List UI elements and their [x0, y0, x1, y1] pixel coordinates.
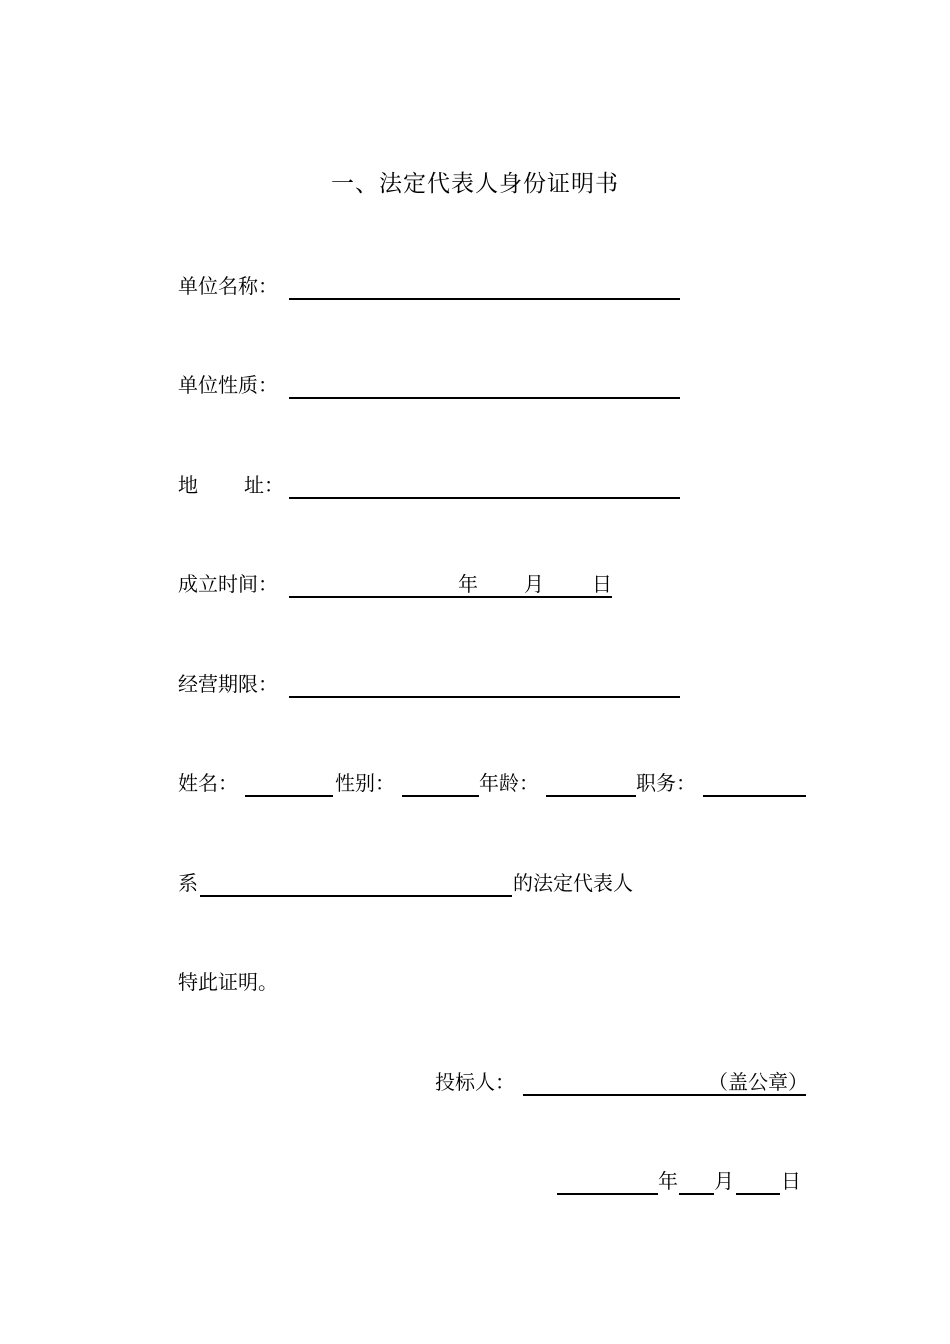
- relation-suffix: 的法定代表人: [513, 871, 633, 895]
- date-year-field[interactable]: [557, 1193, 658, 1195]
- certify-text: 特此证明。: [178, 970, 278, 994]
- address-row: [178, 470, 698, 500]
- position-label: 职务：: [636, 771, 696, 795]
- address-label-char1: 地: [178, 473, 198, 497]
- unit-name-label: 单位名称：: [178, 274, 278, 298]
- unit-nature-field[interactable]: [289, 397, 680, 399]
- date-year-label: 年: [658, 1169, 678, 1193]
- established-month-label: 月: [524, 572, 544, 596]
- name-label: 姓名：: [178, 771, 238, 795]
- person-row: [178, 768, 818, 798]
- established-year-label: 年: [458, 572, 478, 596]
- established-row: [178, 569, 698, 599]
- established-day-label: 日: [592, 572, 612, 596]
- established-label: 成立时间：: [178, 572, 278, 596]
- bidder-label: 投标人：: [435, 1070, 515, 1094]
- address-field[interactable]: [289, 497, 680, 499]
- address-label-char2: 址：: [244, 473, 284, 497]
- unit-nature-row: [178, 370, 698, 400]
- gender-label: 性别：: [335, 771, 395, 795]
- date-day-field[interactable]: [736, 1193, 780, 1195]
- page-title: 一、法定代表人身份证明书: [331, 171, 619, 197]
- age-label: 年龄：: [479, 771, 539, 795]
- date-day-label: 日: [781, 1169, 801, 1193]
- unit-name-row: [178, 271, 698, 301]
- certify-row: [178, 967, 478, 997]
- relation-row: [178, 868, 698, 898]
- gender-field[interactable]: [402, 795, 479, 797]
- position-field[interactable]: [703, 795, 806, 797]
- seal-note: （盖公章）: [708, 1070, 808, 1094]
- age-field[interactable]: [546, 795, 636, 797]
- unit-nature-label: 单位性质：: [178, 373, 278, 397]
- bidder-row: [435, 1067, 815, 1097]
- term-label: 经营期限：: [178, 672, 278, 696]
- term-row: [178, 669, 698, 699]
- term-field[interactable]: [289, 696, 680, 698]
- relation-company-field[interactable]: [200, 895, 512, 897]
- established-field[interactable]: [289, 596, 612, 598]
- unit-name-field[interactable]: [289, 298, 680, 300]
- date-month-field[interactable]: [679, 1193, 714, 1195]
- date-month-label: 月: [714, 1169, 734, 1193]
- date-row: [557, 1166, 817, 1196]
- relation-prefix: 系: [178, 871, 198, 895]
- name-field[interactable]: [245, 795, 333, 797]
